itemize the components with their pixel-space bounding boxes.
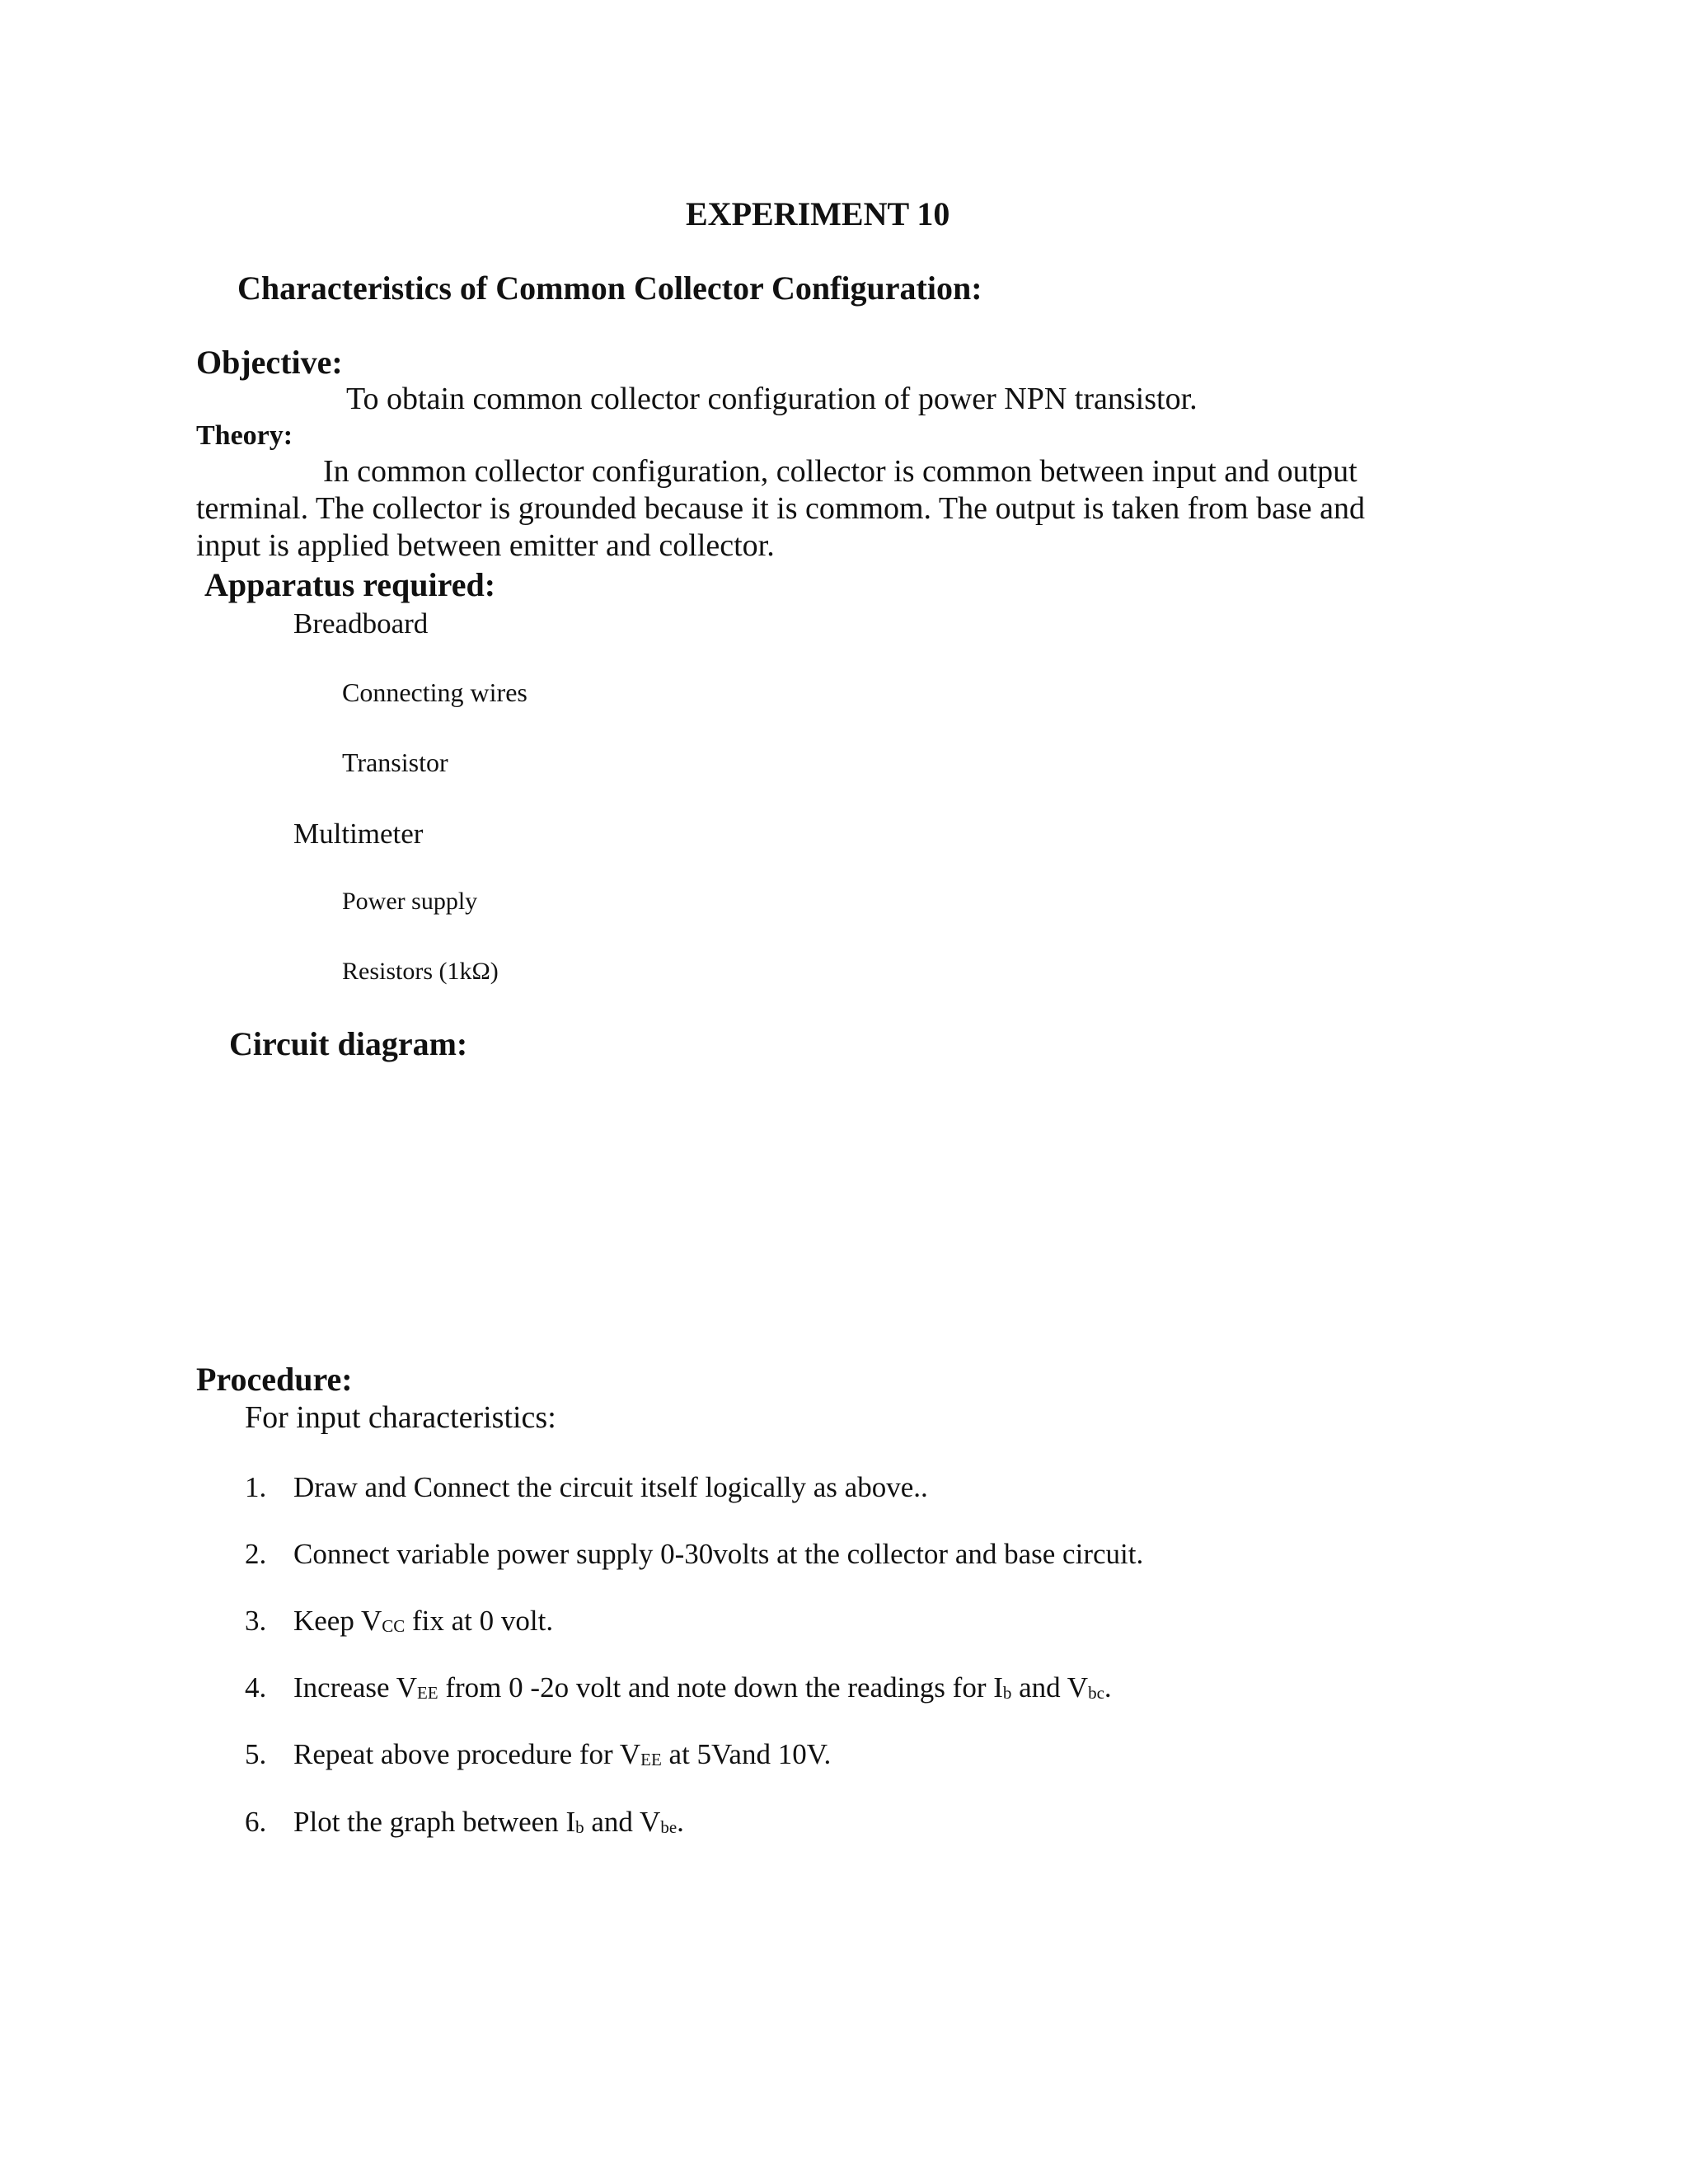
experiment-title: EXPERIMENT 10 [686,195,950,232]
procedure-step-5-number: 5. [245,1738,267,1770]
procedure-step-4-text-part: . [1104,1671,1112,1704]
apparatus-item-breadboard: Breadboard [293,607,429,640]
apparatus-item-resistors: Resistors (1kΩ) [342,958,499,985]
objective-text: To obtain common collector configuration of power NPN transistor. [346,382,1198,416]
procedure-step-4-text-part: from 0 -2o volt and note down the readings for I [438,1671,1003,1704]
experiment-subtitle: Characteristics of Common Collector Configuration: [237,269,982,307]
apparatus-item-power-supply: Power supply [342,888,478,915]
apparatus-heading: Apparatus required: [204,566,496,603]
objective-heading: Objective: [196,344,343,381]
procedure-step-6-text [293,1807,684,1836]
procedure-step-6-text-part: and V [584,1806,661,1838]
vcc-subscript: CC [382,1616,406,1636]
vee-subscript: EE [416,1683,438,1703]
procedure-step-1-text-part: Draw and Connect the circuit itself logically as above.. [293,1471,928,1503]
procedure-step-1-text [293,1473,928,1502]
theory-line-3: input is applied between emitter and collector. [196,528,775,563]
procedure-step-4-text [293,1673,1112,1702]
apparatus-item-transistor: Transistor [342,748,448,777]
procedure-step-4-number: 4. [245,1671,267,1704]
procedure-step-2-number: 2. [245,1538,267,1570]
procedure-step-4-text-part: Increase V [293,1671,417,1704]
procedure-step-5-text-part: Repeat above procedure for V [293,1738,641,1770]
ib-subscript: b [575,1817,584,1837]
procedure-step-2-text [293,1540,1143,1568]
procedure-step-6-number: 6. [245,1806,267,1838]
procedure-step-3-text-part: Keep V [293,1605,382,1637]
procedure-step-3-text-part: fix at 0 volt. [405,1605,554,1637]
procedure-step-3-number: 3. [245,1605,267,1637]
procedure-step-6-text-part: Plot the graph between I [293,1806,576,1838]
vbc-subscript: bc [1088,1683,1104,1703]
theory-line-1: In common collector configuration, collector is common between input and output [323,454,1357,489]
procedure-heading: Procedure: [196,1361,353,1398]
vbe-subscript: be [660,1817,678,1837]
procedure-subheading: For input characteristics: [245,1400,556,1435]
procedure-step-1-number: 1. [245,1471,267,1503]
procedure-step-5-text-part: at 5Vand 10V. [661,1738,832,1770]
theory-heading: Theory: [196,420,293,451]
procedure-step-2-text-part: Connect variable power supply 0-30volts at the collector and base circuit. [293,1538,1144,1570]
vee-subscript: EE [640,1750,662,1769]
procedure-step-6-text-part: . [677,1806,684,1838]
procedure-step-4-text-part: and V [1011,1671,1089,1704]
procedure-step-3-text [293,1606,553,1635]
circuit-diagram-area [196,1071,1416,1352]
circuit-diagram-heading: Circuit diagram: [229,1025,468,1062]
procedure-step-5-text [293,1740,831,1769]
theory-line-2: terminal. The collector is grounded because it is commom. The output is taken from base and [196,491,1365,526]
ib-subscript: b [1002,1683,1012,1703]
apparatus-item-multimeter: Multimeter [293,818,424,850]
apparatus-item-connecting-wires: Connecting wires [342,677,528,707]
